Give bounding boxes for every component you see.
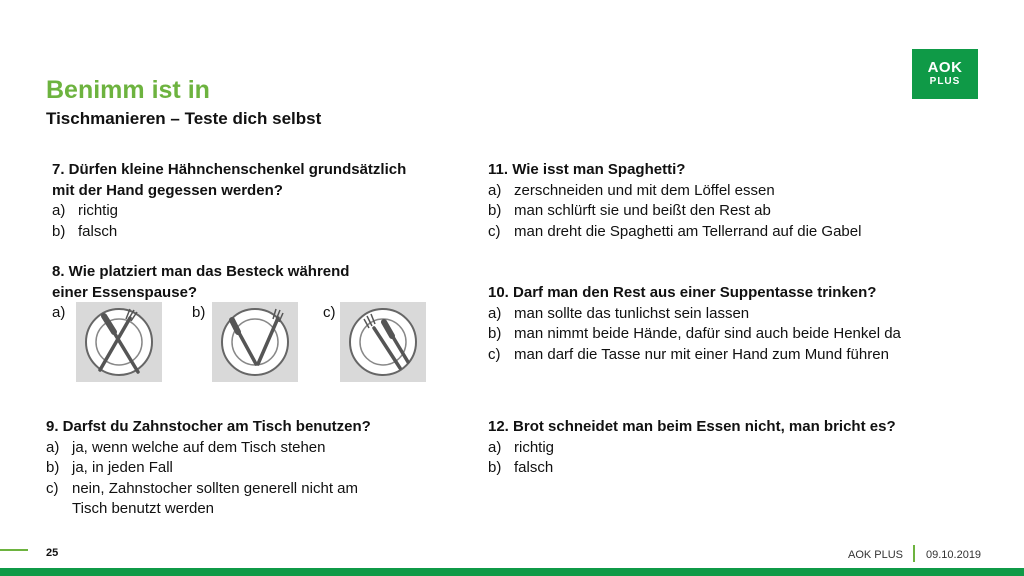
cutlery-options <box>52 302 432 384</box>
question-12 <box>488 417 988 479</box>
question-12-heading: 12. Brot schneidet man beim Essen nicht, man bricht es? <box>488 418 896 435</box>
aok-plus-logo <box>912 49 978 99</box>
answer-key: c) <box>488 345 501 363</box>
plate-cutlery-crossed-icon <box>76 302 162 382</box>
footer-date: 09.10.2019 <box>926 549 982 561</box>
answer-key: b) <box>488 325 502 342</box>
answer-key: a) <box>488 304 502 322</box>
answer-key: a) <box>488 438 502 456</box>
question-11 <box>488 160 988 242</box>
question-11-heading: 11. Wie isst man Spaghetti? <box>488 161 686 178</box>
answer-text: man nimmt beide Hände, dafür sind auch beide Henkel da <box>514 325 901 342</box>
answer-text: richtig <box>514 438 555 456</box>
answer-text: ja, wenn welche auf dem Tisch stehen <box>72 438 326 456</box>
footer-brand: AOK PLUS <box>848 549 904 561</box>
answer-option <box>488 324 988 345</box>
footer-accent-line <box>0 549 28 551</box>
question-8-heading-line1: 8. Wie platziert man das Besteck während <box>52 263 350 280</box>
option-a-label: a) <box>52 304 66 321</box>
slide-title: Benimm ist in <box>46 76 210 104</box>
question-7-heading-line1: 7. Dürfen kleine Hähnchenschenkel grundsätzlich <box>52 161 407 178</box>
answer-key: c) <box>46 479 59 497</box>
question-9 <box>46 417 466 520</box>
answer-key: b) <box>46 459 60 476</box>
answer-option <box>46 458 466 479</box>
plate-cutlery-v-icon <box>212 302 298 382</box>
slide-subtitle: Tischmanieren – Teste dich selbst <box>46 109 322 128</box>
answer-option <box>488 345 988 366</box>
answer-text: falsch <box>78 222 118 240</box>
answer-key: b) <box>52 222 66 240</box>
plate-cutlery-parallel-icon <box>340 302 426 382</box>
answer-key: b) <box>488 459 502 476</box>
answer-option <box>488 181 988 202</box>
logo-line2: PLUS <box>929 76 961 87</box>
answer-option <box>46 438 466 459</box>
page-number: 25 <box>46 547 59 559</box>
answer-option <box>46 479 466 520</box>
answer-text: falsch <box>514 459 554 476</box>
answer-text: ja, in jeden Fall <box>72 459 173 476</box>
question-10-heading: 10. Darf man den Rest aus einer Suppentasse trinken? <box>488 284 877 301</box>
footer-separator <box>913 545 915 562</box>
answer-option <box>488 201 988 222</box>
answer-text: man darf die Tasse nur mit einer Hand zum Mund führen <box>514 345 889 363</box>
answer-key: c) <box>488 222 501 240</box>
answer-text: man schlürft sie und beißt den Rest ab <box>514 202 771 219</box>
question-10 <box>488 283 988 365</box>
answer-option <box>488 222 988 243</box>
answer-option <box>488 438 988 459</box>
question-8-heading-line2: einer Essenspause? <box>52 283 198 301</box>
answer-key: a) <box>46 438 60 456</box>
answer-text: richtig <box>78 202 119 219</box>
answer-text: zerschneiden und mit dem Löffel essen <box>514 181 775 199</box>
answer-option <box>488 304 988 325</box>
answer-text-line1: nein, Zahnstocher sollten generell nicht am <box>72 479 358 497</box>
answer-text: man sollte das tunlichst sein lassen <box>514 304 750 322</box>
option-c-label: c) <box>323 304 336 321</box>
logo-line1: AOK <box>927 59 963 76</box>
answer-option <box>488 458 988 479</box>
answer-text-line2: Tisch benutzt werden <box>72 500 215 517</box>
answer-key: b) <box>488 202 502 219</box>
question-7 <box>52 160 472 242</box>
answer-option <box>52 222 472 243</box>
answer-text: man dreht die Spaghetti am Tellerrand auf die Gabel <box>514 222 862 240</box>
question-7-heading-line2: mit der Hand gegessen werden? <box>52 181 283 199</box>
answer-key: a) <box>52 202 66 219</box>
bottom-brand-bar <box>0 568 1024 576</box>
question-9-heading: 9. Darfst du Zahnstocher am Tisch benutzen? <box>46 418 371 435</box>
answer-option <box>52 201 472 222</box>
option-b-label: b) <box>192 304 206 321</box>
answer-key: a) <box>488 181 502 199</box>
question-8 <box>52 262 452 303</box>
answer-text <box>72 479 466 520</box>
